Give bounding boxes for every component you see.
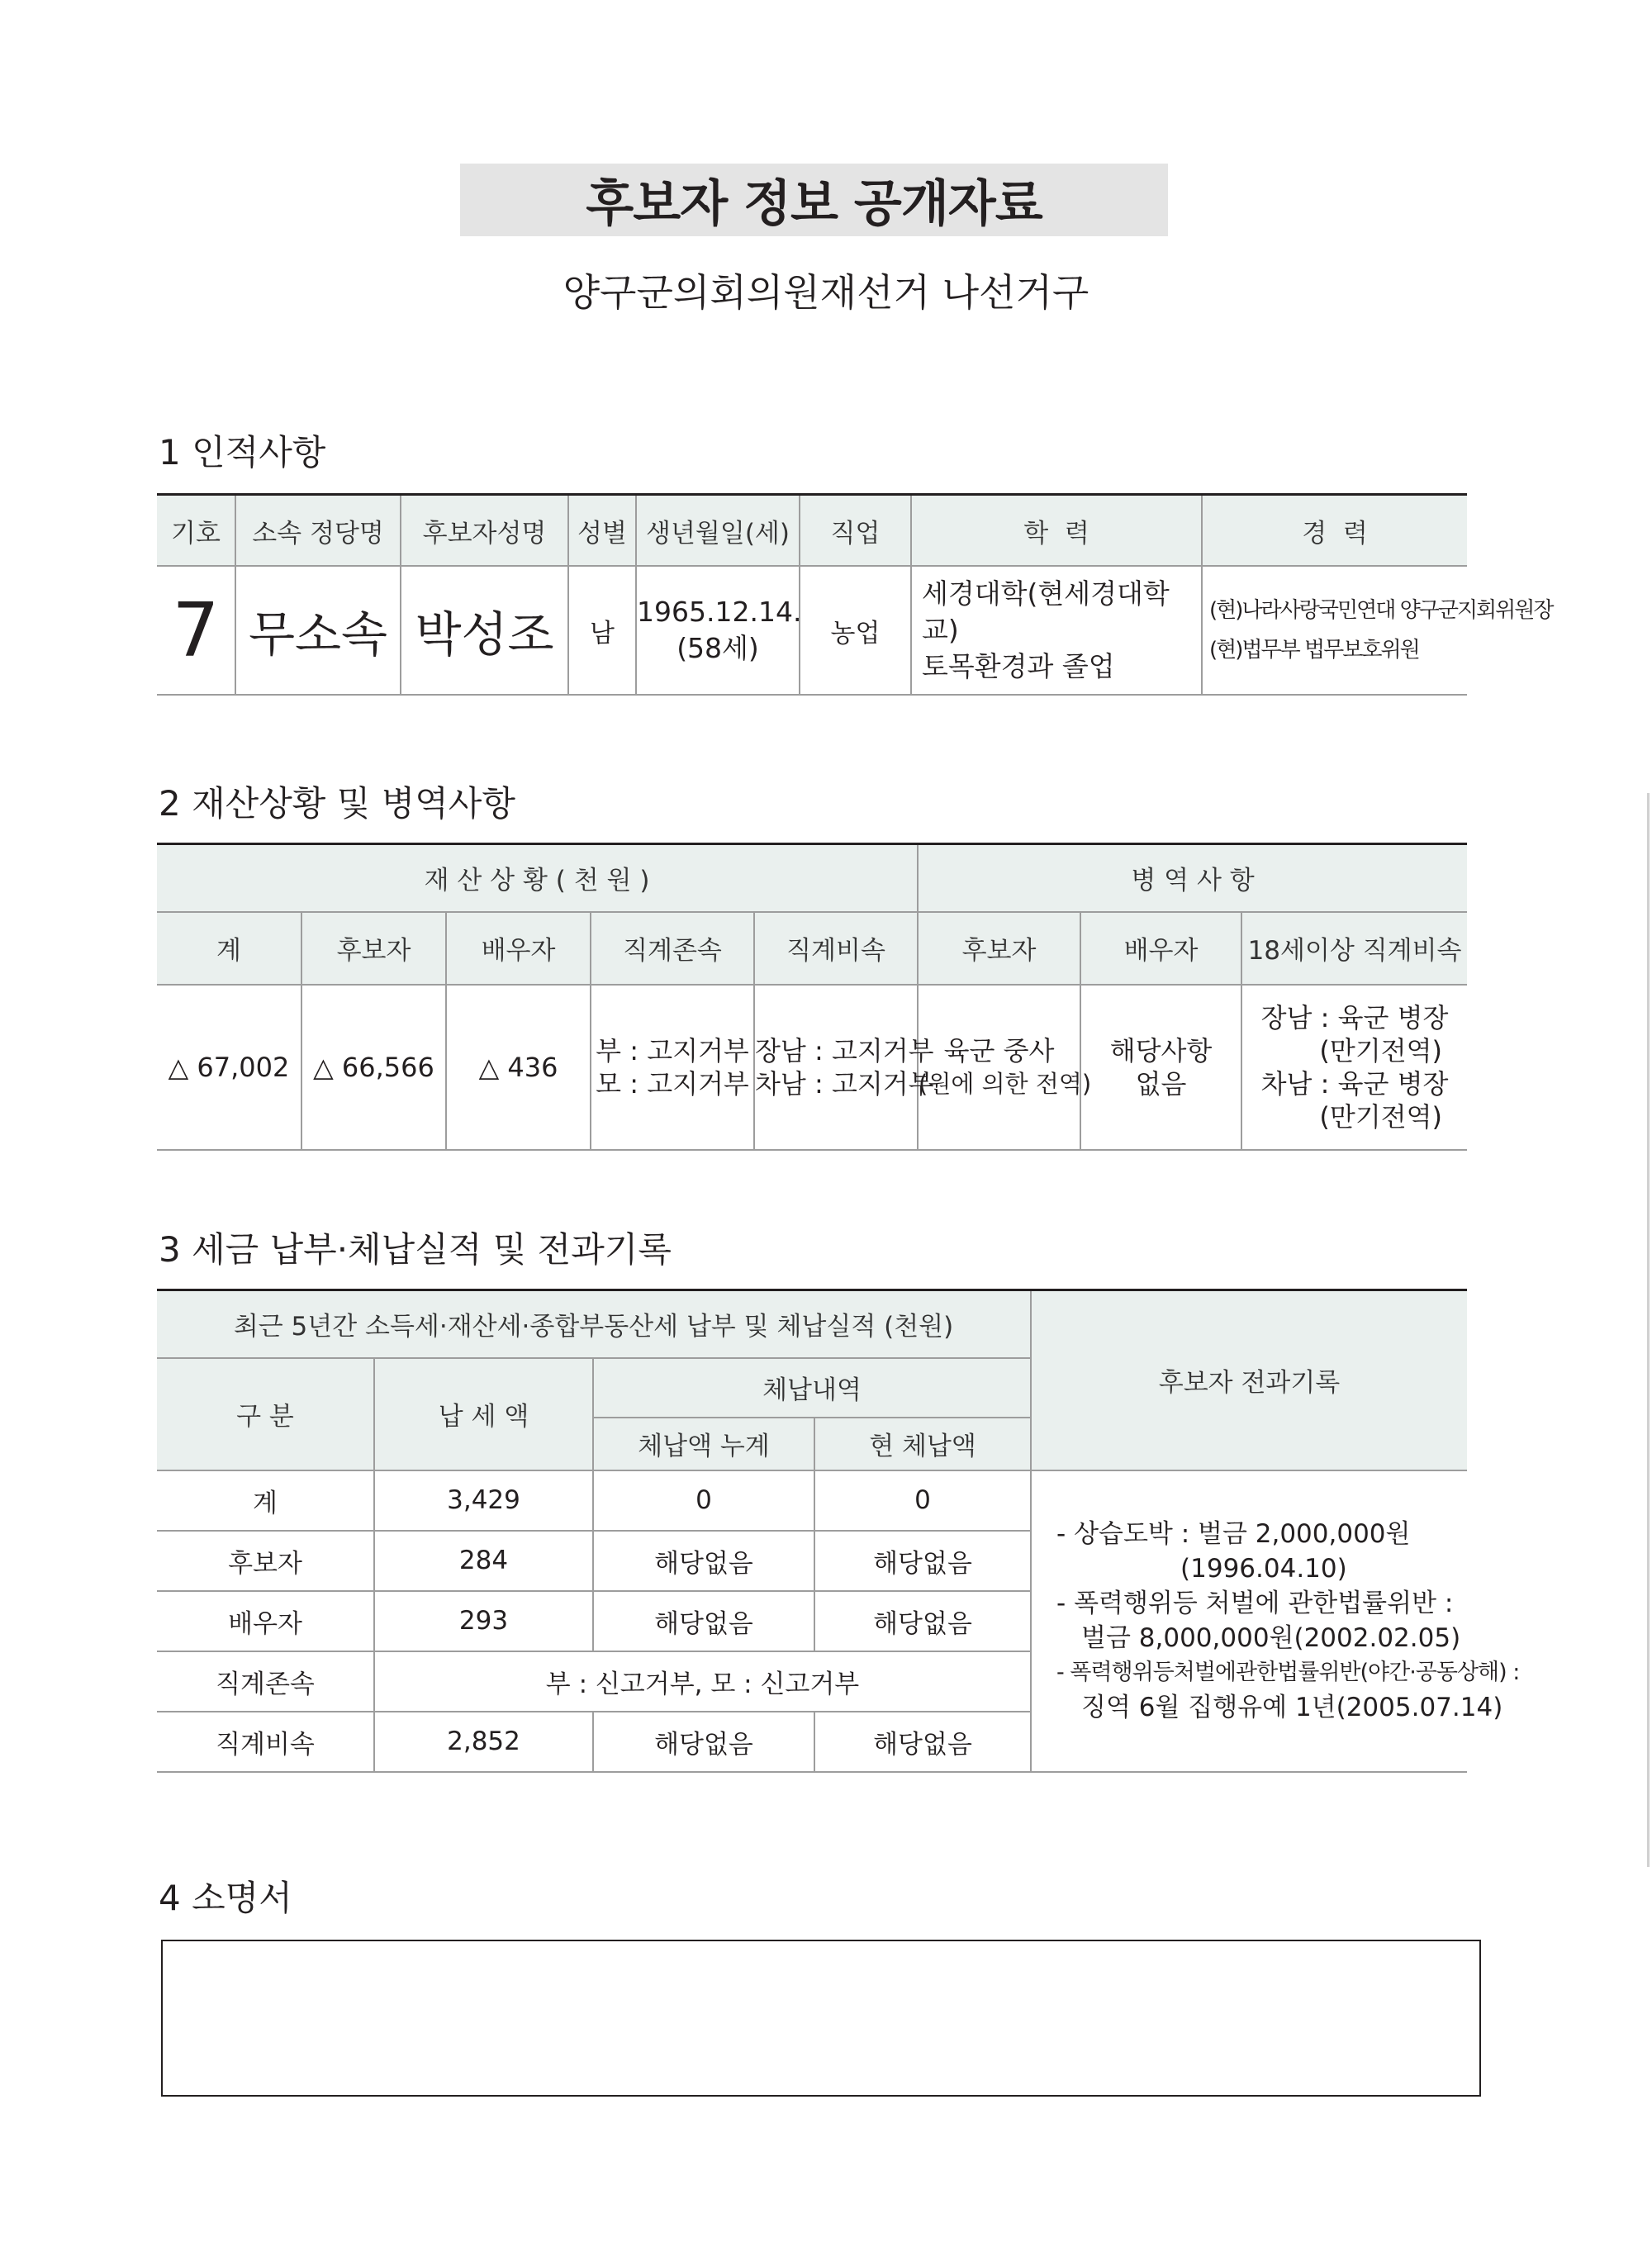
header-education: 학 력 — [911, 495, 1202, 567]
military-line: 장남 : 육군 병장 — [1260, 1001, 1449, 1033]
tax-row-paid: 3,429 — [374, 1470, 593, 1531]
criminal-line: - 폭력행위등 처벌에 관한법률위반 : — [1056, 1589, 1454, 1618]
header-arrears-total: 체납액 누계 — [593, 1418, 814, 1470]
candidate-number: 7 — [157, 566, 235, 695]
descendant-line: 장남 : 고지거부 — [755, 1034, 934, 1066]
criminal-line: 벌금 8,000,000원(2002.02.05) — [1081, 1623, 1461, 1653]
tax-row-label: 직계비속 — [157, 1712, 374, 1772]
tax-row-arrears-current: 해당없음 — [814, 1531, 1031, 1591]
military-spouse — [1080, 985, 1241, 1150]
property-candidate: △ 66,566 — [301, 985, 446, 1150]
military-group-header: 병 역 사 항 — [918, 844, 1467, 912]
tax-row-arrears-current: 0 — [814, 1470, 1031, 1531]
header-candidate: 후보자 — [301, 912, 446, 985]
ascendant-line: 모 : 고지거부 — [596, 1067, 749, 1100]
candidate-name: 박성조 — [401, 566, 568, 695]
document-title: 후보자 정보 공개자료 — [460, 164, 1168, 236]
header-total: 계 — [157, 912, 301, 985]
tax-row-arrears-current: 해당없음 — [814, 1712, 1031, 1772]
criminal-line: 징역 6월 집행유예 1년(2005.07.14) — [1081, 1693, 1503, 1722]
personal-info-table — [157, 493, 1553, 696]
birth-age: (58세) — [676, 632, 759, 664]
header-mil-candidate: 후보자 — [918, 912, 1080, 985]
section-title-property: 2 재산상황 및 병역사항 — [159, 783, 515, 824]
header-name: 후보자성명 — [401, 495, 568, 567]
candidate-education — [911, 566, 1202, 695]
candidate-gender: 남 — [568, 566, 636, 695]
tax-row-merged: 부 : 신고거부, 모 : 신고거부 — [374, 1651, 1031, 1712]
section-title-statement: 4 소명서 — [159, 1878, 292, 1918]
tax-row-label: 배우자 — [157, 1591, 374, 1651]
candidate-birth — [636, 566, 800, 695]
tax-row-arrears-total: 해당없음 — [593, 1712, 814, 1772]
tax-row-arrears-current: 해당없음 — [814, 1591, 1031, 1651]
criminal-record — [1031, 1470, 1520, 1772]
property-descendants — [754, 985, 934, 1150]
header-spouse: 배우자 — [446, 912, 591, 985]
header-mil-spouse: 배우자 — [1080, 912, 1241, 985]
tax-row-label: 후보자 — [157, 1531, 374, 1591]
career-line: (현)법무부 법무보호위원 — [1209, 638, 1419, 663]
criminal-line: - 폭력행위등처벌에관한법률위반(야간·공동상해) : — [1056, 1660, 1520, 1685]
candidate-job: 농업 — [800, 566, 911, 695]
header-number: 기호 — [157, 495, 235, 567]
document-subtitle: 양구군의회의원재선거 나선거구 — [563, 270, 1089, 315]
header-paid: 납 세 액 — [374, 1358, 593, 1470]
header-birth: 생년월일(세) — [636, 495, 800, 567]
military-line: 없음 — [1135, 1067, 1187, 1100]
candidate-party: 무소속 — [235, 566, 401, 695]
career-line: (현)나라사랑국민연대 양구군지회위원장 — [1209, 598, 1553, 623]
property-group-header: 재 산 상 황 ( 천 원 ) — [157, 844, 918, 912]
criminal-line: (1996.04.10) — [1180, 1554, 1347, 1584]
tax-row-paid: 2,852 — [374, 1712, 593, 1772]
tax-criminal-table — [157, 1289, 1520, 1773]
property-ascendants — [591, 985, 754, 1150]
criminal-header: 후보자 전과기록 — [1031, 1290, 1467, 1470]
property-military-table — [157, 843, 1467, 1151]
statement-box — [161, 1940, 1481, 2097]
header-ascendants: 직계존속 — [591, 912, 754, 985]
section-title-personal: 1 인적사항 — [159, 432, 326, 473]
header-mil-children: 18세이상 직계비속 — [1241, 912, 1467, 985]
header-category: 구 분 — [157, 1358, 374, 1470]
header-party: 소속 정당명 — [235, 495, 401, 567]
education-line: 세경대학(현세경대학교) — [922, 577, 1170, 646]
military-candidate — [918, 985, 1092, 1150]
military-line: (만기전역) — [1319, 1100, 1443, 1133]
table-row — [157, 1470, 1467, 1531]
header-arrears-current: 현 체납액 — [814, 1418, 1031, 1470]
criminal-line: - 상습도박 : 벌금 2,000,000원 — [1056, 1519, 1411, 1549]
tax-row-arrears-total: 해당없음 — [593, 1531, 814, 1591]
tax-row-label: 계 — [157, 1470, 374, 1531]
ascendant-line: 부 : 고지거부 — [596, 1034, 749, 1066]
military-children — [1241, 985, 1467, 1150]
birth-date: 1965.12.14. — [637, 596, 802, 628]
military-line: 육군 중사 — [943, 1034, 1055, 1066]
header-job: 직업 — [800, 495, 911, 567]
property-total: △ 67,002 — [157, 985, 301, 1150]
tax-row-arrears-total: 해당없음 — [593, 1591, 814, 1651]
tax-row-label: 직계존속 — [157, 1651, 374, 1712]
military-line: 해당사항 — [1109, 1034, 1213, 1066]
tax-group-header: 최근 5년간 소득세·재산세·종합부동산세 납부 및 체납실적 (천원) — [157, 1290, 1031, 1358]
tax-row-paid: 284 — [374, 1531, 593, 1591]
military-line: (만기전역) — [1319, 1034, 1443, 1066]
property-spouse: △ 436 — [446, 985, 591, 1150]
section-title-tax: 3 세금 납부·체납실적 및 전과기록 — [159, 1229, 672, 1270]
header-career: 경 력 — [1202, 495, 1467, 567]
military-line: (원에 의한 전역) — [919, 1069, 1092, 1098]
candidate-career — [1202, 566, 1553, 695]
tax-row-arrears-total: 0 — [593, 1470, 814, 1531]
descendant-line: 차남 : 고지거부 — [755, 1067, 934, 1100]
header-arrears: 체납내역 — [593, 1358, 1031, 1418]
header-gender: 성별 — [568, 495, 636, 567]
military-line: 차남 : 육군 병장 — [1260, 1067, 1449, 1100]
header-descendants: 직계비속 — [754, 912, 918, 985]
education-line: 토목환경과 졸업 — [922, 650, 1115, 682]
tax-row-paid: 293 — [374, 1591, 593, 1651]
page-edge-mark — [1647, 793, 1650, 1867]
